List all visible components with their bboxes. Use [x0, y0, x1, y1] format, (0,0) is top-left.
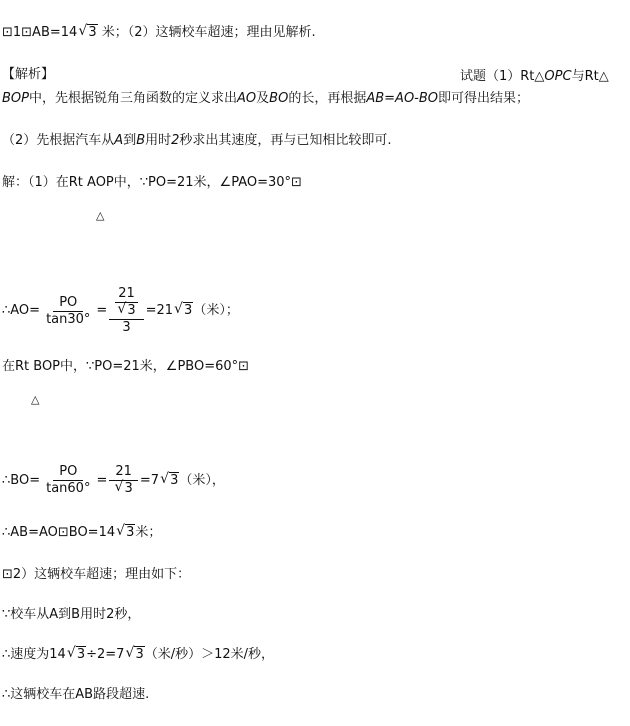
text: （2）先根据汽车从 — [2, 133, 115, 148]
speed-line — [2, 646, 274, 664]
text: 及 — [256, 91, 270, 106]
sqrt — [160, 472, 179, 490]
equation-bo — [2, 464, 225, 497]
radicand: 3 — [126, 525, 135, 540]
text: ∴这辆校车在AB路段超速. — [2, 687, 150, 702]
text: A — [114, 133, 124, 148]
numerator: 21 — [115, 286, 138, 303]
sqrt — [125, 646, 144, 664]
text: =7 — [139, 472, 160, 488]
denominator: tan30° — [46, 311, 91, 327]
fraction — [109, 464, 138, 497]
text: ∴速度为14 — [2, 647, 66, 662]
equation-ao — [2, 286, 239, 336]
radicand: 3 — [76, 647, 86, 662]
text: ∵校车从A到B用时2秒， — [2, 607, 141, 622]
text: （米）， — [179, 472, 225, 488]
radicand: 3 — [170, 472, 179, 488]
radicand: 3 — [127, 303, 136, 318]
text: 即可得出结果； — [438, 91, 530, 106]
solution-line-1 — [2, 174, 302, 192]
text: OPC — [544, 69, 572, 84]
sqrt — [174, 302, 193, 320]
text: AB=AO-BO — [366, 91, 439, 106]
text: 2 — [171, 133, 180, 148]
conclusion — [2, 686, 149, 704]
text: 试题（1）Rt△ — [460, 69, 545, 84]
triangle-symbol: △ — [31, 393, 40, 406]
numerator — [109, 286, 143, 320]
denominator: 3 — [122, 320, 131, 335]
analysis-label — [2, 66, 54, 84]
numerator: PO — [53, 464, 83, 481]
denominator — [112, 303, 140, 319]
sqrt — [78, 24, 97, 42]
text: B — [136, 133, 146, 148]
sqrt — [67, 646, 86, 664]
denominator: tan60° — [46, 481, 91, 496]
text: 米； — [135, 525, 162, 540]
text: BO — [269, 91, 289, 106]
fraction — [42, 464, 94, 497]
text: AO — [237, 91, 257, 106]
part2-given — [2, 606, 140, 624]
text: ∴BO= — [2, 472, 41, 488]
fraction — [42, 295, 94, 328]
inner-fraction — [112, 286, 140, 319]
text: 的长，再根据 — [288, 91, 367, 106]
sqrt — [117, 303, 136, 319]
text: 秒求出其速度，再与已知相比较即可. — [179, 133, 392, 148]
text: 【解析】 — [2, 67, 55, 82]
ab-result — [2, 524, 161, 542]
radicand: 3 — [124, 481, 133, 496]
radicand: 3 — [88, 25, 97, 40]
text: 解：（1）在Rt AOP中，∵PO=21米，∠PAO=30°⊡ — [2, 175, 302, 190]
fraction — [109, 286, 143, 336]
sqrt — [116, 524, 135, 542]
part2-heading — [2, 566, 190, 584]
sqrt — [114, 481, 133, 497]
denominator — [109, 481, 137, 497]
analysis-intro — [460, 68, 609, 86]
solution-line-2 — [2, 358, 249, 376]
text: ⊡1⊡AB=14 — [2, 25, 78, 40]
text: ∴AO= — [2, 303, 41, 318]
text: 与Rt△ — [571, 69, 609, 84]
text: ⊡2）这辆校车超速；理由如下： — [2, 567, 191, 582]
text: = — [96, 303, 108, 318]
text: 到 — [123, 133, 137, 148]
text: 在Rt BOP中，∵PO=21米，∠PBO=60°⊡ — [2, 359, 250, 374]
numerator: PO — [53, 295, 83, 312]
radicand: 3 — [184, 303, 193, 318]
text: （米/秒）＞12米/秒， — [144, 647, 275, 662]
text: ∴AB=AO⊡BO=14 — [2, 525, 116, 540]
text: = — [96, 472, 108, 488]
numerator: 21 — [109, 464, 138, 481]
text: 用时 — [145, 133, 172, 148]
triangle-symbol: △ — [96, 209, 105, 222]
analysis-line-1 — [2, 90, 529, 108]
text: BOP — [2, 91, 29, 106]
answer-summary-line — [2, 24, 316, 42]
text: 米；（2）这辆校车超速；理由见解析. — [97, 25, 316, 40]
text: =21 — [145, 303, 174, 318]
analysis-line-2 — [2, 132, 392, 150]
radicand: 3 — [135, 647, 144, 662]
text: 中，先根据锐角三角函数的定义求出 — [29, 91, 238, 106]
text: ÷2=7 — [86, 647, 125, 662]
text: （米）； — [193, 303, 239, 318]
